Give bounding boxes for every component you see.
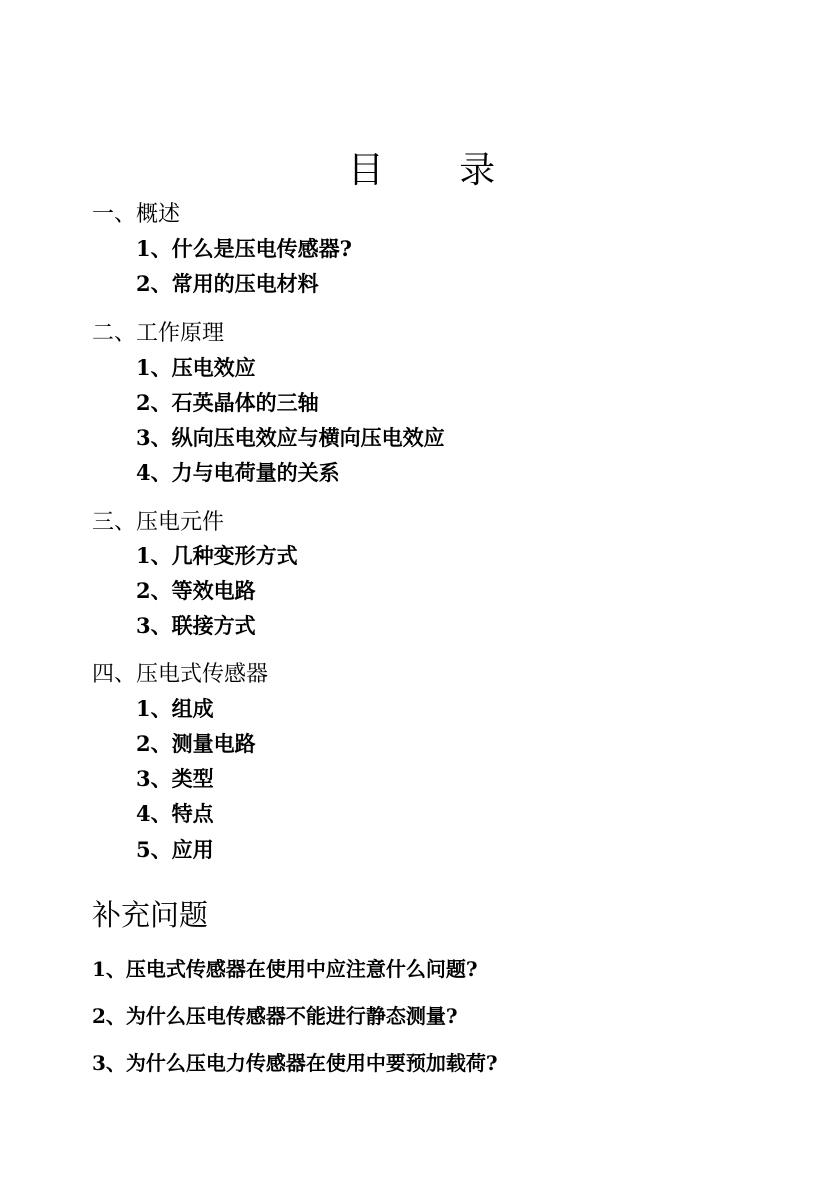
supplement-title: 补充问题: [92, 898, 209, 932]
section-heading: 三、压电元件: [92, 510, 225, 535]
toc-item: 5、应用: [136, 837, 214, 862]
toc-item: 3、联接方式: [136, 613, 256, 638]
toc-item: 2、等效电路: [136, 578, 256, 603]
toc-item: 3、类型: [136, 766, 214, 791]
toc-item: 1、组成: [136, 696, 214, 721]
toc-item: 2、石英晶体的三轴: [136, 390, 319, 415]
supplement-question: 2、为什么压电传感器不能进行静态测量?: [92, 1004, 458, 1028]
supplement-question: 1、压电式传感器在使用中应注意什么问题?: [92, 957, 478, 981]
toc-item: 4、特点: [136, 801, 214, 826]
toc-item: 1、什么是压电传感器?: [136, 236, 352, 261]
section-heading: 一、概述: [92, 202, 181, 227]
page-title: 目 录: [347, 150, 528, 191]
toc-item: 1、几种变形方式: [136, 543, 298, 568]
toc-item: 4、力与电荷量的关系: [136, 460, 340, 485]
toc-item: 2、常用的压电材料: [136, 271, 319, 296]
toc-item: 2、测量电路: [136, 731, 256, 756]
toc-item: 3、纵向压电效应与横向压电效应: [136, 425, 445, 450]
section-heading: 二、工作原理: [92, 321, 225, 346]
supplement-question: 3、为什么压电力传感器在使用中要预加载荷?: [92, 1051, 498, 1075]
toc-item: 1、压电效应: [136, 355, 256, 380]
section-heading: 四、压电式传感器: [92, 662, 269, 687]
